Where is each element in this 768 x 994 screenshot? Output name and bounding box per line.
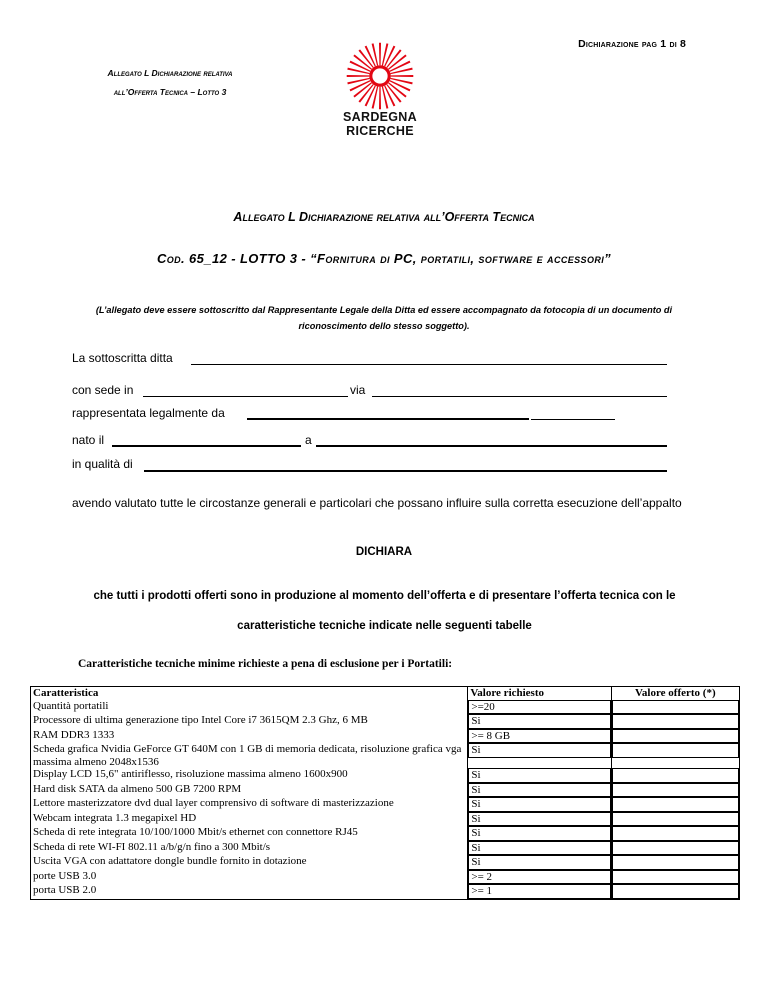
offered-cell[interactable] xyxy=(611,870,739,885)
required-value: >= 8 GB xyxy=(468,729,610,744)
required-value: >=20 xyxy=(468,700,610,715)
signature-note: (L’allegato deve essere sottoscritto dal Rappresentante Legale della Ditta ed essere accompagnato da fotocopia di un documento di riconoscimento dello stesso soggetto). xyxy=(95,305,673,331)
feature-cell: Hard disk SATA da almeno 500 GB 7200 RPM xyxy=(31,783,468,798)
qualita-field[interactable] xyxy=(144,470,667,472)
qualita-label: in qualità di xyxy=(72,457,133,471)
page-number-label: Dichiarazione pag 1 di 8 xyxy=(578,38,686,50)
data-nascita-field[interactable] xyxy=(112,445,301,447)
required-value: >= 1 xyxy=(468,884,610,899)
offered-cell[interactable] xyxy=(611,812,739,827)
table-row xyxy=(31,714,740,729)
offered-cell[interactable] xyxy=(611,714,739,729)
header-valore-offerto: Valore offerto (*) xyxy=(611,687,739,700)
brand-name xyxy=(320,110,440,138)
required-value: Si xyxy=(468,768,610,783)
feature-cell: porta USB 2.0 xyxy=(31,884,468,899)
feature-cell: Scheda di rete WI-FI 802.11 a/b/g/n fino a 300 Mbit/s xyxy=(31,841,468,856)
feature-cell: Quantità portatili xyxy=(31,700,468,715)
offered-value-input[interactable] xyxy=(612,812,739,827)
table-row xyxy=(31,855,740,870)
required-value: Si xyxy=(468,743,610,758)
required-value: Si xyxy=(468,855,610,870)
feature-cell: Scheda di rete integrata 10/100/1000 Mbit/s ethernet con connettore RJ45 xyxy=(31,826,468,841)
rappresentata-label: rappresentata legalmente da xyxy=(72,406,225,420)
required-value: Si xyxy=(468,826,610,841)
offered-value-input[interactable] xyxy=(612,783,739,798)
required-cell xyxy=(468,841,611,856)
offered-cell[interactable] xyxy=(611,768,739,783)
required-cell xyxy=(468,826,611,841)
required-value: Si xyxy=(468,841,610,856)
offered-value-input[interactable] xyxy=(612,714,739,729)
table-header-row xyxy=(31,687,740,700)
offered-value-input[interactable] xyxy=(612,700,739,715)
required-value: Si xyxy=(468,797,610,812)
table-row xyxy=(31,870,740,885)
intro-paragraph: avendo valutato tutte le circostanze generali e particolari che possano influire sulla corretta esecuzione dell’appalto xyxy=(72,496,682,510)
table-row xyxy=(31,826,740,841)
via-field[interactable] xyxy=(372,396,667,397)
nato-label: nato il xyxy=(72,433,105,447)
table-row xyxy=(31,700,740,715)
offered-cell[interactable] xyxy=(611,729,739,744)
offered-value-input[interactable] xyxy=(612,729,739,744)
offered-cell[interactable] xyxy=(611,841,739,856)
required-value: >= 2 xyxy=(468,870,610,885)
offered-value-input[interactable] xyxy=(612,768,739,783)
table-row xyxy=(31,841,740,856)
offered-cell[interactable] xyxy=(611,783,739,798)
offered-value-input[interactable] xyxy=(612,884,739,899)
declaration-statement: che tutti i prodotti offerti sono in produzione al momento dell’offerta e di presentare l’offerta tecnica con le caratteristiche tecniche indicate nelle seguenti tabelle xyxy=(93,590,676,632)
offered-cell[interactable] xyxy=(611,797,739,812)
table-row xyxy=(31,884,740,899)
required-cell xyxy=(468,783,611,798)
offered-cell[interactable] xyxy=(611,855,739,870)
via-label: via xyxy=(350,383,366,397)
required-cell xyxy=(468,855,611,870)
feature-cell: RAM DDR3 1333 xyxy=(31,729,468,744)
table-row xyxy=(31,768,740,783)
required-cell xyxy=(468,714,611,729)
table-row xyxy=(31,729,740,744)
required-value: Si xyxy=(468,783,610,798)
required-cell xyxy=(468,729,611,744)
ditta-label: La sottoscritta ditta xyxy=(72,351,173,365)
feature-cell: Display LCD 15,6" antiriflesso, risoluzione massima almeno 1600x900 xyxy=(31,768,468,783)
required-cell xyxy=(468,797,611,812)
required-cell xyxy=(468,884,611,899)
table-row xyxy=(31,783,740,798)
required-value: Si xyxy=(468,714,610,729)
required-cell xyxy=(468,743,611,768)
required-cell xyxy=(468,812,611,827)
feature-cell: Lettore masterizzatore dvd dual layer comprensivo di software di masterizzazione xyxy=(31,797,468,812)
table-row xyxy=(31,797,740,812)
table-caption: Caratteristiche tecniche minime richieste a pena di esclusione per i Portatili: xyxy=(78,658,453,670)
required-cell xyxy=(468,870,611,885)
feature-cell: Uscita VGA con adattatore dongle bundle fornito in dotazione xyxy=(31,855,468,870)
required-value: Si xyxy=(468,812,610,827)
header-caratteristica: Caratteristica xyxy=(31,687,468,700)
sede-field[interactable] xyxy=(143,396,348,397)
required-cell xyxy=(468,700,611,715)
header-valore-richiesto: Valore richiesto xyxy=(468,687,611,700)
feature-cell: Webcam integrata 1.3 megapixel HD xyxy=(31,812,468,827)
brand-line1: SARDEGNA xyxy=(343,110,417,124)
allegato-header xyxy=(0,64,340,102)
document-title: Allegato L Dichiarazione relativa all’Offerta Tecnica xyxy=(233,210,535,224)
ditta-field[interactable] xyxy=(191,364,667,365)
brand-line2: RICERCHE xyxy=(346,124,414,138)
offered-value-input[interactable] xyxy=(612,855,739,870)
offered-value-input[interactable] xyxy=(612,841,739,856)
allegato-header-line2: all’Offerta Tecnica – Lotto 3 xyxy=(113,87,227,97)
document-subtitle: Cod. 65_12 - LOTTO 3 - “Fornitura di PC, portatili, software e accessori” xyxy=(156,251,612,266)
offered-cell[interactable] xyxy=(611,700,739,715)
offered-cell[interactable] xyxy=(611,884,739,899)
table-row xyxy=(31,812,740,827)
sede-label: con sede in xyxy=(72,383,134,397)
rappresentante-field[interactable] xyxy=(247,418,529,420)
dichiara-heading: DICHIARA xyxy=(355,546,413,558)
feature-cell: Scheda grafica Nvidia GeForce GT 640M con 1 GB di memoria dedicata, risoluzione grafica vga massima almeno 2048x1536 xyxy=(31,743,468,768)
rappresentante-field-extension[interactable] xyxy=(531,419,615,420)
a-label: a xyxy=(305,433,312,447)
allegato-header-line1: Allegato L Dichiarazione relativa xyxy=(107,68,233,78)
offered-cell[interactable] xyxy=(611,743,739,768)
offered-value-input[interactable] xyxy=(612,870,739,885)
offered-value-input[interactable] xyxy=(612,797,739,812)
luogo-nascita-field[interactable] xyxy=(316,445,667,447)
table-row xyxy=(31,743,740,768)
offered-value-input[interactable] xyxy=(612,826,739,841)
feature-cell: Processore di ultima generazione tipo Intel Core i7 3615QM 2.3 Ghz, 6 MB xyxy=(31,714,468,729)
offered-cell[interactable] xyxy=(611,826,739,841)
sun-wheel-logo-icon xyxy=(341,40,419,112)
required-cell xyxy=(468,768,611,783)
offered-value-input[interactable] xyxy=(612,743,739,758)
feature-cell: porte USB 3.0 xyxy=(31,870,468,885)
spec-table xyxy=(30,686,740,900)
